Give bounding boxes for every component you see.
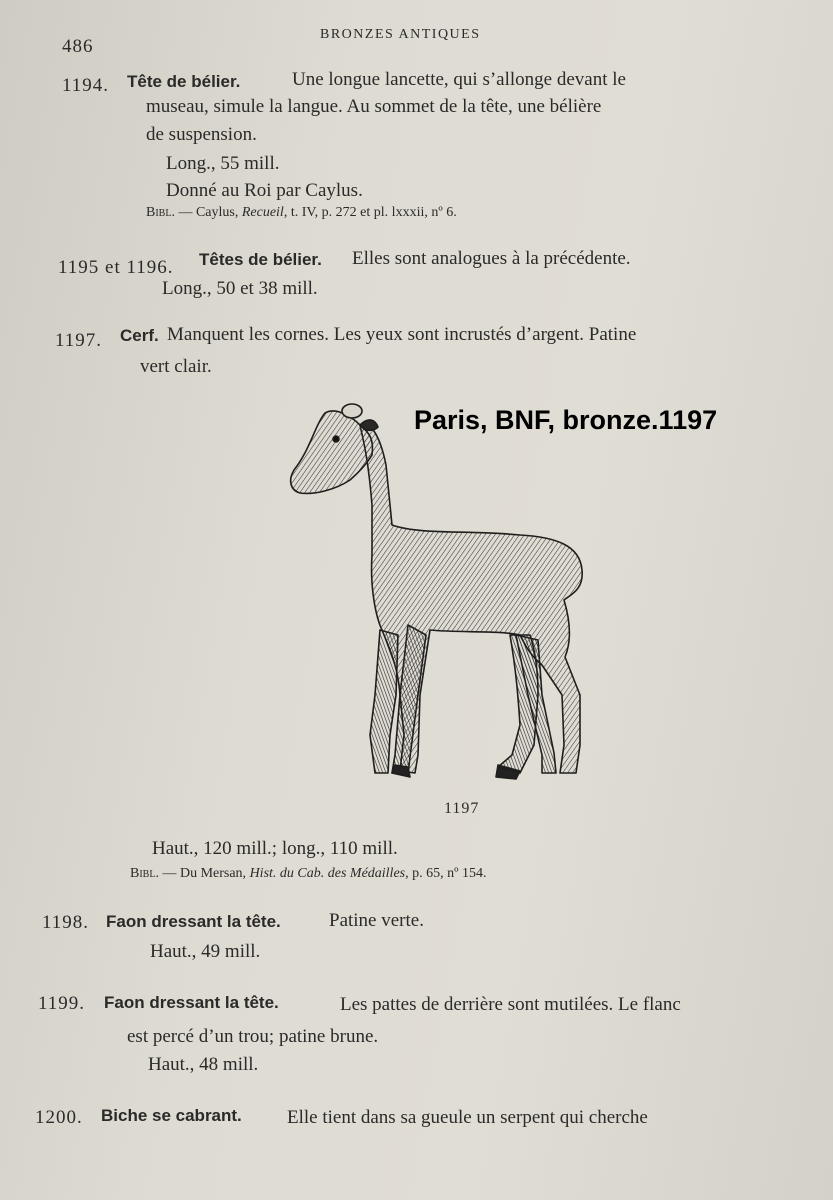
overlay-label: Paris, BNF, bronze.1197 — [414, 405, 718, 435]
entry-title: Faon dressant la tête. — [106, 912, 281, 931]
bibl-label: Bibl. — [146, 205, 175, 220]
entry-text-line: Elles sont analogues à la précédente. — [352, 248, 631, 269]
entry-dimensions: Haut., 48 mill. — [148, 1054, 259, 1075]
entry-dimensions: Haut., 49 mill. — [150, 941, 261, 962]
entry-text-line: Une longue lancette, qui s’allonge devant le — [292, 69, 626, 90]
entry-title: Biche se cabrant. — [101, 1106, 242, 1125]
entry-number: 1194. — [62, 75, 110, 96]
entry-number: 1198. — [42, 912, 90, 933]
entry-text-line: vert clair. — [140, 356, 212, 377]
deer-engraving — [280, 395, 600, 790]
bibl-title: Hist. du Cab. des Médailles — [249, 866, 406, 881]
bibl-text: — Du Mersan, — [158, 866, 250, 881]
entry-number: 1195 et 1196. — [58, 257, 174, 278]
entry-number: 1200. — [35, 1107, 83, 1128]
bibl-label: Bibl. — [130, 866, 159, 881]
entry-number: 1199. — [38, 993, 86, 1014]
entry-dimensions: Long., 55 mill. — [166, 153, 280, 174]
entry-title: Têtes de bélier. — [199, 250, 322, 269]
entry-dimensions: Long., 50 et 38 mill. — [162, 278, 318, 299]
entry-text-line: Manquent les cornes. Les yeux sont incrustés d’argent. Patine — [167, 324, 637, 345]
entry-text-line: est percé d’un trou; patine brune. — [127, 1026, 379, 1047]
entry-text-line: museau, simule la langue. Au sommet de la tête, une bélière — [146, 96, 602, 117]
bibliography — [130, 866, 486, 882]
bibl-text: , t. IV, p. 272 et pl. lxxxii, nº 6. — [283, 205, 457, 220]
entry-title: Tête de bélier. — [127, 72, 241, 91]
running-title: BRONZES ANTIQUES — [320, 27, 481, 42]
bibl-text: , p. 65, nº 154. — [405, 866, 487, 881]
figure-caption: 1197 — [444, 800, 480, 817]
bibliography — [146, 205, 457, 221]
entry-text-line: Patine verte. — [329, 910, 424, 931]
entry-note: Donné au Roi par Caylus. — [166, 180, 363, 201]
entry-dimensions: Haut., 120 mill.; long., 110 mill. — [152, 838, 398, 859]
entry-number: 1197. — [55, 330, 103, 351]
entry-title: Cerf. — [120, 326, 159, 345]
entry-title: Faon dressant la tête. — [104, 993, 279, 1012]
bibl-text: — Caylus, — [174, 205, 242, 220]
entry-text-line: Les pattes de derrière sont mutilées. Le flanc — [340, 994, 681, 1015]
entry-text-line: Elle tient dans sa gueule un serpent qui cherche — [287, 1107, 648, 1128]
entry-text-line: de suspension. — [146, 124, 257, 145]
bibl-title: Recueil — [241, 205, 284, 220]
page-number: 486 — [62, 36, 94, 57]
